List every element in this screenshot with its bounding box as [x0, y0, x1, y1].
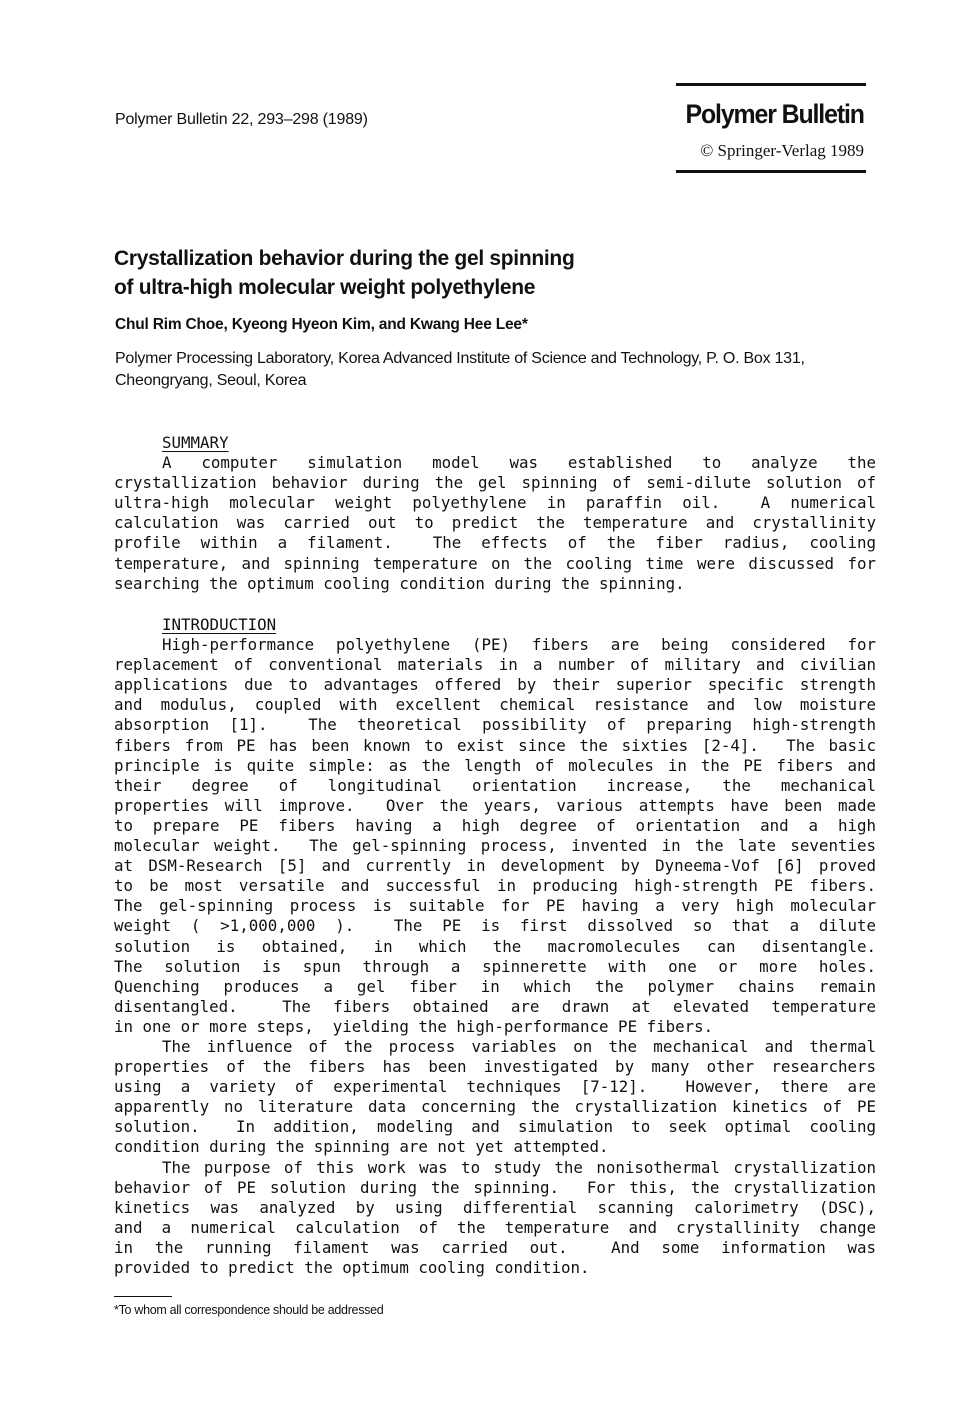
publisher-copyright: © Springer-Verlag 1989: [700, 141, 864, 160]
title-line: Crystallization behavior during the gel spinning: [114, 247, 575, 270]
intro-line: applications due to advantages offered by their superior specific strength: [114, 675, 876, 695]
intro-line: fibers from PE has been known to exist since the sixties [2-4]. The basic: [114, 735, 876, 755]
summary-line: ultra-high molecular weight polyethylene in paraffin oil. A numerical: [114, 493, 876, 513]
intro-line: molecular weight. The gel-spinning process, invented in the late seventies: [114, 836, 876, 856]
authors: Chul Rim Choe, Kyeong Hyeon Kim, and Kwang Hee Lee*: [115, 316, 528, 333]
intro-line: to prepare PE fibers having a high degree of orientation and a high: [114, 815, 876, 835]
intro-line: The influence of the process variables on the mechanical and thermal: [162, 1036, 876, 1056]
intro-line: principle is quite simple: as the length of molecules in the PE fibers and: [114, 755, 876, 775]
footnote-divider: [114, 1296, 172, 1297]
intro-line: properties of the fibers has been investigated by many other researchers: [114, 1057, 876, 1077]
summary-line: temperature, and spinning temperature on the cooling time were discussed for: [114, 553, 876, 573]
intro-line: solution. In addition, modeling and simulation to seek optimal cooling: [114, 1117, 876, 1137]
summary-line: searching the optimum cooling condition during the spinning.: [114, 573, 685, 593]
summary-section: [114, 433, 876, 594]
citation: Polymer Bulletin 22, 293–298 (1989): [115, 111, 368, 128]
affiliation-line: Cheongryang, Seoul, Korea: [115, 372, 307, 389]
intro-line: absorption [1]. The theoretical possibility of preparing high-strength: [114, 715, 876, 735]
article-title: [114, 244, 574, 302]
title-line: of ultra-high molecular weight polyethylene: [114, 276, 536, 299]
journal-name: Polymer Bulletin: [685, 99, 864, 129]
intro-line: High-performance polyethylene (PE) fibers are being considered for: [162, 635, 876, 655]
intro-line: properties will improve. Over the years, various attempts have been made: [114, 795, 876, 815]
intro-line: provided to predict the optimum cooling condition.: [114, 1258, 590, 1277]
intro-line: kinetics was analyzed by using differential scanning calorimetry (DSC),: [114, 1197, 876, 1217]
intro-line: at DSM-Research [5] and currently in development by Dyneema-Vof [6] proved: [114, 856, 876, 876]
intro-line: The gel-spinning process is suitable for PE having a very high molecular: [114, 896, 876, 916]
intro-line: behavior of PE solution during the spinning. For this, the crystallization: [114, 1177, 876, 1197]
intro-line: in one or more steps, yielding the high-performance PE fibers.: [114, 1016, 714, 1036]
intro-line: solution is obtained, in which the macromolecules can disentangle.: [114, 936, 876, 956]
intro-line: replacement of conventional materials in a number of military and civilian: [114, 655, 876, 675]
affiliation-line: Polymer Processing Laboratory, Korea Advanced Institute of Science and Technology, P. O. Box 131,: [115, 350, 805, 367]
intro-line: The purpose of this work was to study the nonisothermal crystallization: [162, 1157, 876, 1177]
affiliation: [115, 348, 885, 392]
intro-line: and modulus, coupled with excellent chemical resistance and low moisture: [114, 695, 876, 715]
summary-heading: SUMMARY: [162, 433, 229, 452]
journal-masthead: [676, 83, 866, 173]
intro-line: condition during the spinning are not yet attempted.: [114, 1137, 609, 1157]
introduction-section: [114, 615, 876, 1278]
summary-line: A computer simulation model was established to analyze the: [162, 453, 876, 473]
intro-line: in the running filament was carried out. And some information was: [114, 1237, 876, 1257]
summary-line: crystallization behavior during the gel spinning of semi-dilute solution of: [114, 473, 876, 493]
intro-line: their degree of longitudinal orientation increase, the mechanical: [114, 775, 876, 795]
summary-line: calculation was carried out to predict the temperature and crystallinity: [114, 513, 876, 533]
intro-line: using a variety of experimental techniques [7-12]. However, there are: [114, 1077, 876, 1097]
summary-line: profile within a filament. The effects of the fiber radius, cooling: [114, 533, 876, 553]
intro-line: disentangled. The fibers obtained are drawn at elevated temperature: [114, 996, 876, 1016]
intro-line: and a numerical calculation of the temperature and crystallinity change: [114, 1217, 876, 1237]
intro-line: The solution is spun through a spinnerette with one or more holes.: [114, 956, 876, 976]
footnote: *To whom all correspondence should be addressed: [114, 1303, 384, 1317]
intro-line: apparently no literature data concerning the crystallization kinetics of PE: [114, 1097, 876, 1117]
intro-line: Quenching produces a gel fiber in which the polymer chains remain: [114, 976, 876, 996]
intro-line: weight ( >1,000,000 ). The PE is first dissolved so that a dilute: [114, 916, 876, 936]
introduction-heading: INTRODUCTION: [162, 615, 277, 634]
intro-line: to be most versatile and successful in producing high-strength PE fibers.: [114, 876, 876, 896]
